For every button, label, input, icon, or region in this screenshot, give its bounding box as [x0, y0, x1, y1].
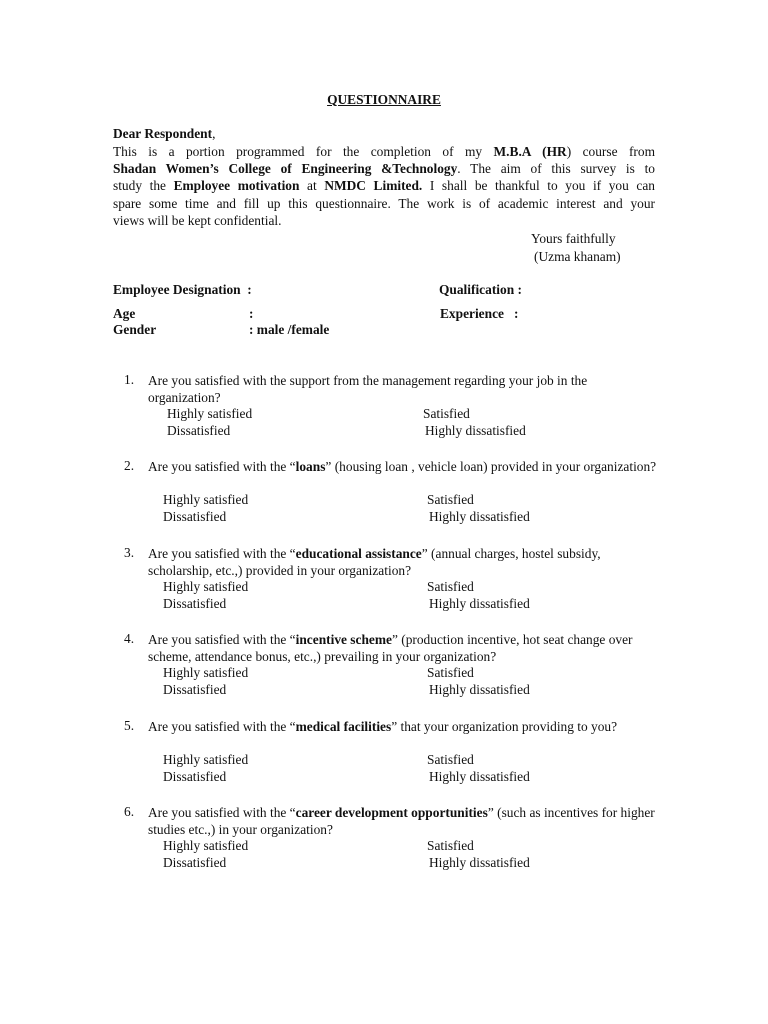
- option-highly-satisfied: Highly satisfied: [163, 838, 249, 853]
- gender-label: Gender: [113, 322, 157, 337]
- question-item: [113, 458, 658, 538]
- option-highly-dissatisfied: Highly dissatisfied: [429, 596, 530, 611]
- question-keyword: educational assistance: [295, 546, 422, 561]
- option-highly-dissatisfied: Highly dissatisfied: [429, 769, 530, 784]
- intro-text: I shall be thankful to you if you can: [422, 178, 655, 194]
- intro-bold: NMDC Limited.: [324, 178, 423, 194]
- question-item: [113, 718, 658, 798]
- option-satisfied: Satisfied: [427, 838, 474, 853]
- question-number: 6.: [124, 804, 135, 819]
- question-item: [113, 631, 658, 711]
- signature-name: (Uzma khanam): [534, 248, 621, 264]
- option-satisfied: Satisfied: [427, 579, 474, 594]
- option-highly-dissatisfied: Highly dissatisfied: [425, 423, 526, 438]
- option-highly-dissatisfied: Highly dissatisfied: [429, 855, 530, 870]
- intro-bold: M.B.A (HR: [493, 144, 567, 159]
- option-dissatisfied: Dissatisfied: [163, 855, 227, 870]
- signature-closing: Yours faithfully: [531, 231, 616, 246]
- intro-line-2: [113, 160, 655, 177]
- question-text: [148, 631, 658, 666]
- option-dissatisfied: Dissatisfied: [163, 509, 227, 524]
- intro-text: . The aim of this survey is to: [457, 161, 655, 177]
- question-keyword: loans: [295, 459, 326, 474]
- option-dissatisfied: Dissatisfied: [163, 769, 227, 784]
- intro-line-3: [113, 177, 655, 194]
- question-text: [148, 545, 658, 580]
- option-highly-satisfied: Highly satisfied: [163, 665, 249, 680]
- greeting-text: Dear Respondent: [113, 126, 213, 141]
- question-keyword: medical facilities: [295, 719, 392, 734]
- intro-text: ) course from: [566, 144, 655, 159]
- question-text: [148, 372, 658, 407]
- age-label: Age: [113, 306, 136, 321]
- option-highly-dissatisfied: Highly dissatisfied: [429, 682, 530, 697]
- page-title: QUESTIONNAIRE: [327, 92, 441, 107]
- age-colon: :: [249, 306, 254, 321]
- intro-text: at: [299, 178, 325, 194]
- question-text: [148, 458, 658, 475]
- intro-text: study the: [113, 178, 174, 194]
- option-dissatisfied: Dissatisfied: [167, 423, 231, 438]
- question-keyword: career development opportunities: [295, 805, 488, 820]
- question-text: [148, 804, 658, 839]
- question-text-part: Are you satisfied with the “: [148, 719, 296, 734]
- question-text-part: ” (annual charges, hostel subsidy, scholarship, etc.,) provided in your organization?: [148, 546, 601, 579]
- question-text-part: Are you satisfied with the “: [148, 632, 296, 647]
- greeting: Dear Respondent,: [113, 126, 216, 141]
- option-highly-satisfied: Highly satisfied: [163, 492, 249, 507]
- question-keyword: incentive scheme: [295, 632, 392, 647]
- question-text-part: ” (such as incentives for higher studies etc.,) in your organization?: [148, 805, 655, 838]
- question-item: [113, 372, 658, 452]
- designation-field: Employee Designation :: [113, 282, 252, 297]
- intro-line-4: spare some time and fill up this questionnaire. The work is of academic interest and your: [113, 195, 655, 211]
- gender-value: : male /female: [249, 322, 330, 337]
- question-number: 3.: [124, 545, 135, 560]
- option-highly-dissatisfied: Highly dissatisfied: [429, 509, 530, 524]
- question-text-part: ” (production incentive, hot seat change over scheme, attendance bonus, etc.,) prevailing in your organization?: [148, 632, 633, 665]
- intro-paragraph: [113, 143, 655, 229]
- question-number: 5.: [124, 718, 135, 733]
- question-text-part: ” that your organization providing to you?: [391, 719, 618, 734]
- question-text-part: Are you satisfied with the “: [148, 459, 296, 474]
- signature-block: [531, 230, 621, 265]
- question-number: 4.: [124, 631, 135, 646]
- option-highly-satisfied: Highly satisfied: [167, 406, 253, 421]
- experience-field: Experience :: [440, 306, 519, 321]
- question-text-part: Are you satisfied with the “: [148, 805, 296, 820]
- question-text-part: ” (housing loan , vehicle loan) provided in your organization?: [325, 459, 657, 474]
- option-highly-satisfied: Highly satisfied: [163, 579, 249, 594]
- intro-bold: Employee motivation: [173, 178, 300, 194]
- option-highly-satisfied: Highly satisfied: [163, 752, 249, 767]
- option-dissatisfied: Dissatisfied: [163, 682, 227, 697]
- question-number: 1.: [124, 372, 135, 387]
- qualification-field: Qualification :: [439, 282, 522, 297]
- intro-line-5: views will be kept confidential.: [113, 212, 282, 228]
- question-item: [113, 545, 658, 625]
- option-satisfied: Satisfied: [427, 665, 474, 680]
- intro-line-1: [113, 143, 655, 160]
- question-text-part: Are you satisfied with the support from the management regarding your job in the organization?: [148, 373, 588, 406]
- intro-bold: Shadan Women’s College of Engineering &Technology: [113, 161, 458, 177]
- option-dissatisfied: Dissatisfied: [163, 596, 227, 611]
- intro-text: This is a portion programmed for the completion of my: [113, 144, 494, 159]
- option-satisfied: Satisfied: [427, 752, 474, 767]
- question-text: [148, 718, 658, 735]
- option-satisfied: Satisfied: [423, 406, 470, 421]
- question-text-part: Are you satisfied with the “: [148, 546, 296, 561]
- question-item: [113, 804, 658, 884]
- question-number: 2.: [124, 458, 135, 473]
- option-satisfied: Satisfied: [427, 492, 474, 507]
